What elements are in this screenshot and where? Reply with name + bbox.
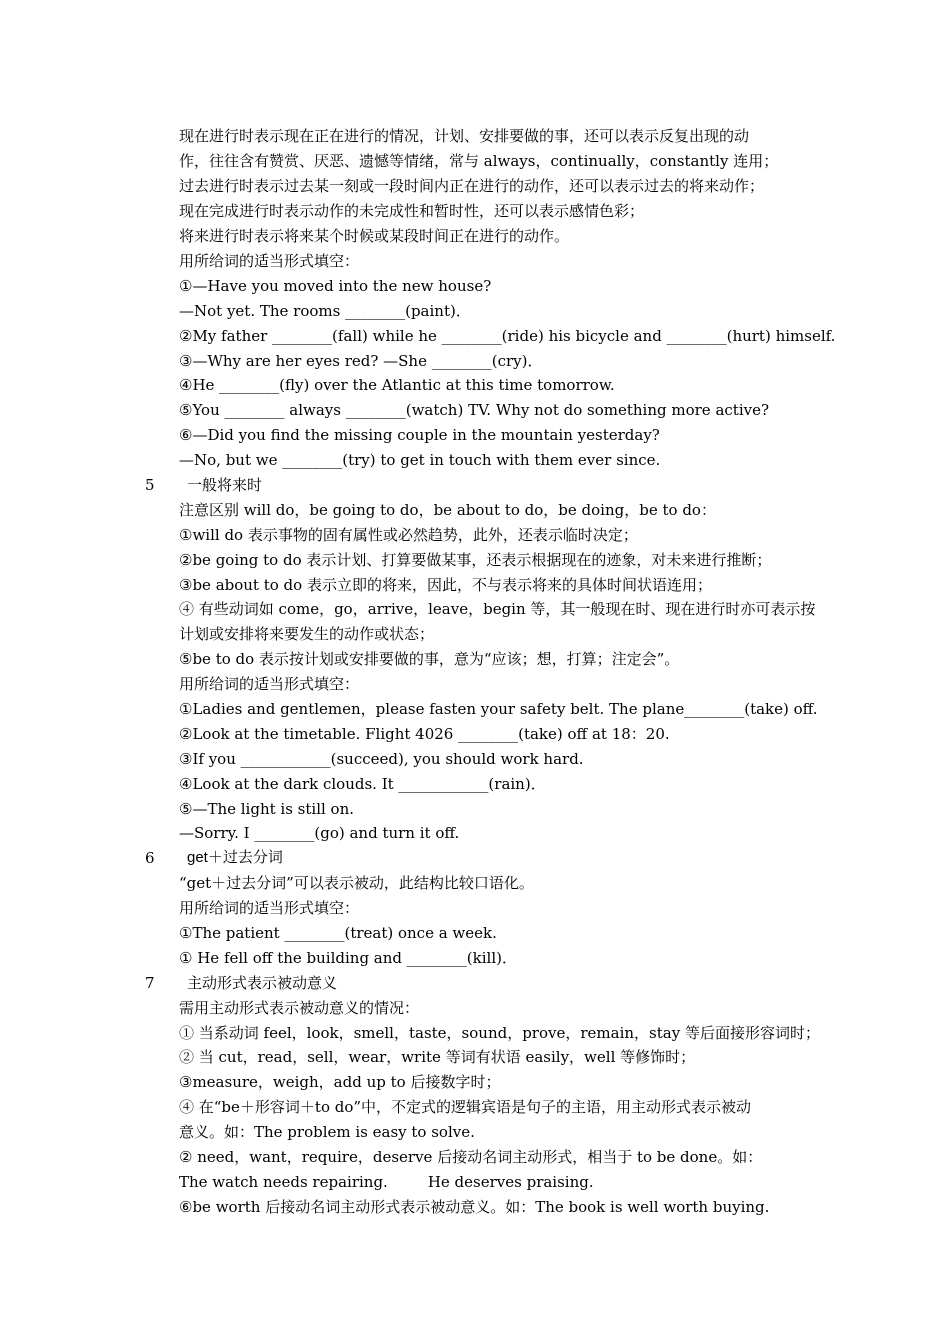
exercise-item: ①Ladies and gentlemen，please fasten your safety belt. The plane________(take) off.	[179, 700, 818, 718]
section-number: 6	[145, 849, 155, 867]
example-right: He deserves praising.	[427, 1173, 594, 1191]
text-line: ① 当系动词 feel，look，smell，taste，sound，prove，remain，stay 等后面接形容词时；	[179, 1024, 820, 1042]
text-line: ②be going to do 表示计划、打算要做某事，还表示根据现在的迹象，对未来进行推断；	[179, 551, 772, 569]
text-line: 现在完成进行时表示动作的未完成性和暂时性，还可以表示感情色彩；	[179, 202, 645, 220]
section-number: 5	[145, 476, 155, 494]
exercise-item: ⑤You ________ always ________(watch) TV. Why not do something more active?	[179, 401, 770, 419]
text-line: 注意区别 will do，be going to do，be about to do，be doing，be to do：	[179, 501, 716, 519]
exercise-instruction: 用所给词的适当形式填空：	[179, 899, 360, 917]
text-line: ② 当 cut，read，sell，wear，write 等词有状语 easily，well 等修饰时；	[179, 1048, 696, 1066]
text-line: 意义。如：The problem is easy to solve.	[179, 1123, 475, 1141]
text-line: ④ 在“be＋形容词＋to do”中，不定式的逻辑宾语是句子的主语，用主动形式表示被动	[179, 1098, 752, 1116]
section-title: 一般将来时	[187, 476, 263, 494]
text-line: ④ 有些动词如 come，go，arrive，leave，begin 等，其一般现在时、现在进行时亦可表示按	[179, 600, 816, 618]
example-left: The watch needs repairing.	[179, 1173, 388, 1191]
section-title: 主动形式表示被动意义	[187, 974, 338, 992]
exercise-item: ③If you ____________(succeed), you should work hard.	[179, 750, 584, 768]
text-line: 将来进行时表示将来某个时候或某段时间正在进行的动作。	[179, 227, 570, 245]
example-line	[179, 1170, 594, 1194]
text-line: 需用主动形式表示被动意义的情况：	[179, 999, 420, 1017]
exercise-item: ①—Have you moved into the new house?	[179, 277, 492, 295]
text-line: ② need，want，require，deserve 后接动名词主动形式，相当于 to be done。如：	[179, 1148, 763, 1166]
exercise-item: ④He ________(fly) over the Atlantic at this time tomorrow.	[179, 376, 615, 394]
exercise-item: ①The patient ________(treat) once a week.	[179, 924, 497, 942]
exercise-item: ②My father ________(fall) while he ________(ride) his bicycle and ________(hurt) himself.	[179, 327, 836, 345]
text-line: 过去进行时表示过去某一刻或一段时间内正在进行的动作，还可以表示过去的将来动作；	[179, 177, 765, 195]
section-title: get＋过去分词	[187, 849, 283, 866]
exercise-item: ⑤—The light is still on.	[179, 800, 355, 818]
exercise-instruction: 用所给词的适当形式填空：	[179, 675, 360, 693]
exercise-item: ① He fell off the building and ________(kill)．	[179, 949, 517, 967]
exercise-item: —Not yet. The rooms ________(paint)．	[179, 302, 471, 320]
exercise-item: —Sorry. I ________(go) and turn it off.	[179, 824, 460, 842]
text-line: 作，往往含有赞赏、厌恶、遗憾等情绪，常与 always，continually，constantly 连用；	[179, 152, 779, 170]
text-line: “get＋过去分词”可以表示被动，此结构比较口语化。	[179, 874, 534, 892]
exercise-item: ⑥—Did you find the missing couple in the mountain yesterday?	[179, 426, 660, 444]
exercise-item: —No, but we ________(try) to get in touch with them ever since.	[179, 451, 661, 469]
text-line: ①will do 表示事物的固有属性或必然趋势，此外，还表示临时决定；	[179, 526, 638, 544]
text-line: ⑥be worth 后接动名词主动形式表示被动意义。如：The book is well worth buying.	[179, 1198, 770, 1216]
text-line: ③be about to do 表示立即的将来，因此，不与表示将来的具体时间状语连用；	[179, 576, 712, 594]
text-line: ⑤be to do 表示按计划或安排要做的事，意为“应该；想，打算；注定会”。	[179, 650, 680, 668]
text-line: ③measure，weigh，add up to 后接数字时；	[179, 1073, 501, 1091]
exercise-item: ④Look at the dark clouds. It ____________(rain)．	[179, 775, 546, 793]
exercise-item: ③—Why are her eyes red? —She ________(cry)．	[179, 352, 543, 370]
text-line: 现在进行时表示现在正在进行的情况，计划、安排要做的事，还可以表示反复出现的动	[179, 127, 750, 145]
exercise-item: ②Look at the timetable. Flight 4026 ________(take) off at 18：20.	[179, 725, 670, 743]
section-number: 7	[145, 974, 155, 992]
exercise-instruction: 用所给词的适当形式填空：	[179, 252, 360, 270]
text-line: 计划或安排将来要发生的动作或状态；	[179, 625, 435, 643]
